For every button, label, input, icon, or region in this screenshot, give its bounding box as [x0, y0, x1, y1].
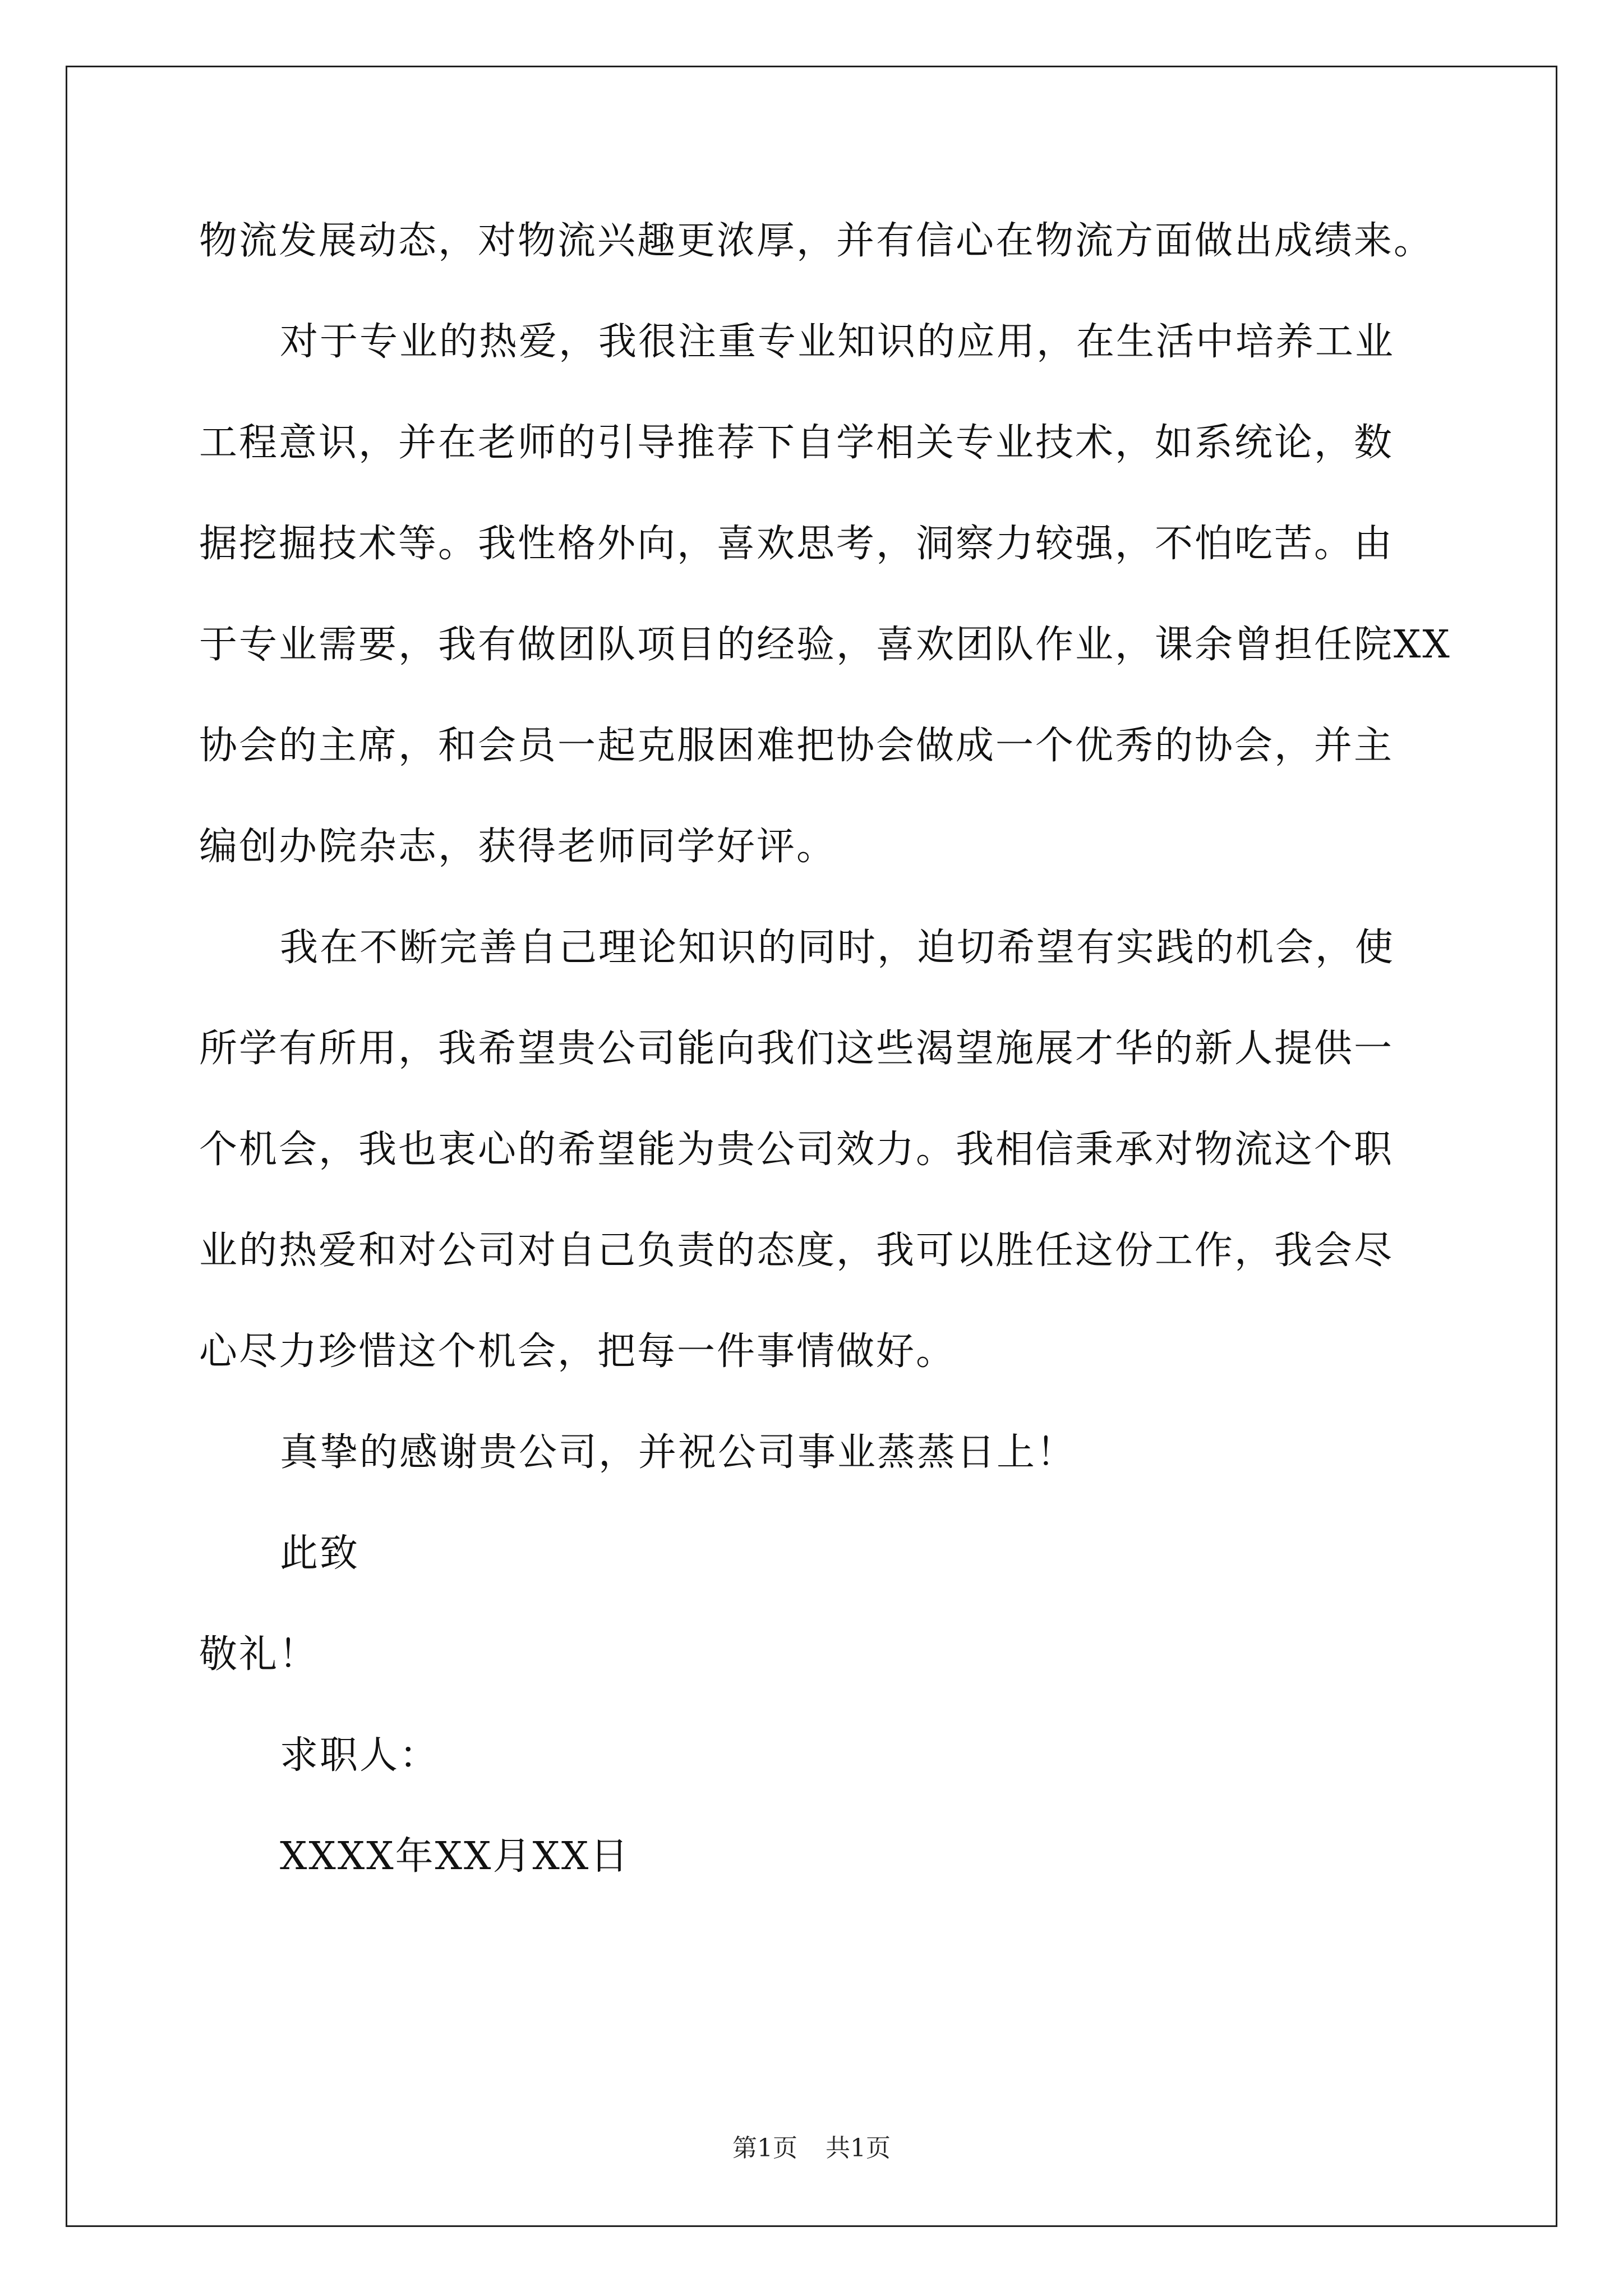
- text-line: 业的热爱和对公司对自己负责的态度，我可以胜任这份工作，我会尽: [199, 1228, 1394, 1273]
- applicant-label: 求职人：: [280, 1733, 440, 1778]
- text-line: 所学有所用，我希望贵公司能向我们这些渴望施展才华的新人提供一: [199, 1027, 1394, 1071]
- text-line: 个机会，我也衷心的希望能为贵公司效力。我相信秉承对物流这个职: [199, 1128, 1394, 1172]
- text-line: 物流发展动态，对物流兴趣更浓厚，并有信心在物流方面做出成绩来。: [199, 219, 1434, 263]
- text-line: 于专业需要，我有做团队项目的经验，喜欢团队作业，课余曾担任院XX: [199, 623, 1451, 667]
- text-line: 工程意识，并在老师的引导推荐下自学相关专业技术，如系统论，数: [199, 421, 1394, 465]
- text-line: 心尽力珍惜这个机会，把每一件事情做好。: [199, 1329, 956, 1374]
- text-line: 据挖掘技术等。我性格外向，喜欢思考，洞察力较强，不怕吃苦。由: [199, 522, 1394, 566]
- text-line: 编创办院杂志，获得老师同学好评。: [199, 825, 837, 869]
- page-total: 共1页: [826, 2134, 891, 2162]
- page-footer: [0, 2132, 1623, 2165]
- date-line: XXXX年XX月XX日: [280, 1834, 630, 1879]
- text-line: 对于专业的热爱，我很注重专业知识的应用，在生活中培养工业: [280, 320, 1395, 364]
- closing-regards: 敬礼！: [199, 1632, 319, 1677]
- text-line: 协会的主席，和会员一起克服困难把协会做成一个优秀的协会，并主: [199, 724, 1394, 768]
- closing-salutation: 此致: [280, 1531, 360, 1576]
- text-line: 真挚的感谢贵公司，并祝公司事业蒸蒸日上！: [280, 1430, 1077, 1475]
- page-number: 第1页: [732, 2134, 797, 2162]
- text-line: 我在不断完善自己理论知识的同时，迫切希望有实践的机会，使: [280, 926, 1395, 970]
